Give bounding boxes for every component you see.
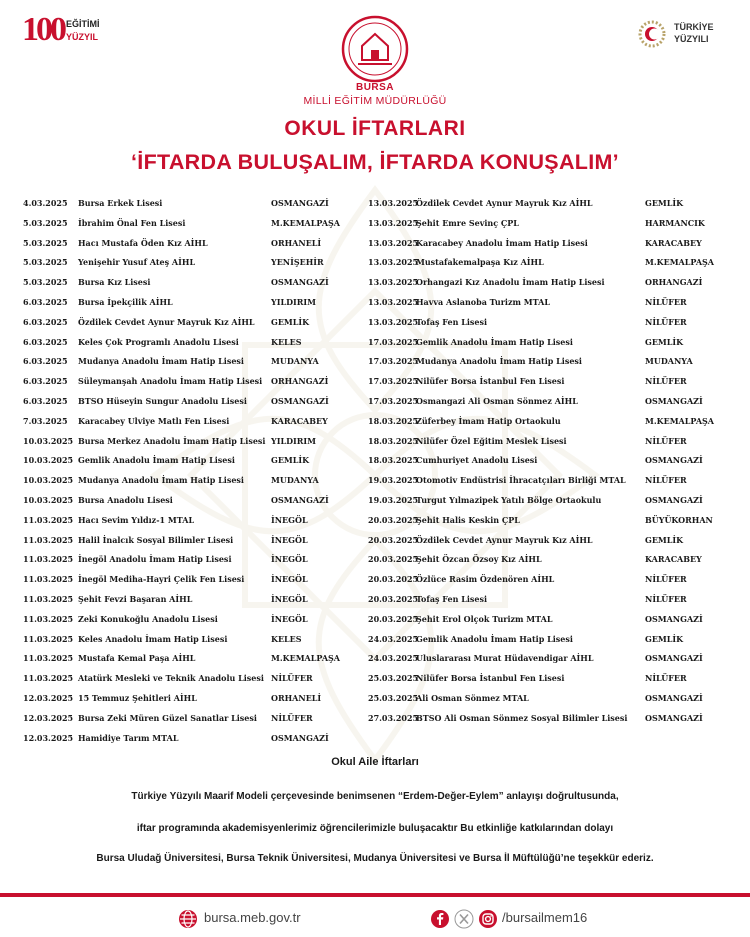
schedule-row <box>23 432 363 452</box>
instagram-icon[interactable] <box>478 909 498 929</box>
row-school: Keles Çok Programlı Anadolu Lisesi <box>78 336 239 347</box>
row-school: İnegöl Anadolu İmam Hatip Lisesi <box>78 554 232 565</box>
row-date: 17.03.2025 <box>368 336 419 347</box>
row-district: OSMANGAZİ <box>271 395 329 406</box>
row-school: Züferbey İmam Hatip Ortaokulu <box>416 415 561 426</box>
row-date: 19.03.2025 <box>368 475 419 486</box>
row-school: Tofaş Fen Lisesi <box>416 593 488 604</box>
row-school: Gemlik Anadolu İmam Hatip Lisesi <box>416 336 573 347</box>
row-school: İbrahim Önal Fen Lisesi <box>78 217 186 228</box>
row-district: GEMLİK <box>645 336 684 347</box>
row-date: 13.03.2025 <box>368 296 419 307</box>
globe-icon <box>178 909 198 929</box>
row-school: Hacı Sevim Yıldız-1 MTAL <box>78 514 195 525</box>
row-district: OSMANGAZİ <box>271 732 329 743</box>
row-school: Gemlik Anadolu İmam Hatip Lisesi <box>416 633 573 644</box>
row-district: GEMLİK <box>645 534 684 545</box>
row-school: Bursa Merkez Anadolu İmam Hatip Lisesi <box>78 435 266 446</box>
row-date: 11.03.2025 <box>23 514 74 525</box>
facebook-icon[interactable] <box>430 909 450 929</box>
page-subtitle: ‘İFTARDA BULUŞALIM, İFTARDA KONUŞALIM’ <box>131 150 619 174</box>
row-district: MUDANYA <box>645 356 693 367</box>
row-district: GEMLİK <box>645 633 684 644</box>
website-text: bursa.meb.gov.tr <box>204 910 301 925</box>
row-district: NİLÜFER <box>271 673 313 684</box>
row-date: 13.03.2025 <box>368 237 419 248</box>
schedule-row <box>368 412 738 432</box>
row-district: ORHANELİ <box>271 237 322 248</box>
schedule-row <box>23 511 363 531</box>
family-iftar-heading: Okul Aile İftarları <box>331 756 419 768</box>
city-name: BURSA <box>355 82 395 93</box>
row-school: Mudanya Anadolu İmam Hatip Lisesi <box>416 356 582 367</box>
logo-line-2: YÜZYILI <box>674 34 709 44</box>
schedule-row <box>23 392 363 412</box>
schedule-row <box>23 550 363 570</box>
row-school: Hamidiye Tarım MTAL <box>78 732 179 743</box>
schedule-row <box>23 709 363 729</box>
row-date: 27.03.2025 <box>368 712 419 723</box>
schedule-row <box>23 372 363 392</box>
row-district: GEMLİK <box>271 455 310 466</box>
schedule-row <box>23 689 363 709</box>
schedule-row <box>23 649 363 669</box>
website-link[interactable] <box>178 907 328 929</box>
row-district: YILDIRIM <box>271 435 317 446</box>
row-school: Süleymanşah Anadolu İmam Hatip Lisesi <box>78 376 263 387</box>
footer <box>0 893 750 937</box>
schedule-row <box>368 630 738 650</box>
row-district: OSMANGAZİ <box>645 613 703 624</box>
row-date: 20.03.2025 <box>368 534 419 545</box>
schedule-row <box>368 234 738 254</box>
schedule-row <box>23 352 363 372</box>
row-district: MUDANYA <box>271 356 319 367</box>
row-school: Havva Aslanoba Turizm MTAL <box>416 296 550 307</box>
row-district: M.KEMALPAŞA <box>645 257 715 268</box>
schedule-row <box>368 451 738 471</box>
schedule-row <box>23 471 363 491</box>
row-date: 12.03.2025 <box>23 692 74 703</box>
row-date: 10.03.2025 <box>23 435 74 446</box>
row-school: Cumhuriyet Anadolu Lisesi <box>416 455 538 466</box>
meb-emblem-icon <box>340 14 410 84</box>
row-district: İNEGÖL <box>271 534 308 545</box>
row-school: BTSO Hüseyin Sungur Anadolu Lisesi <box>78 395 247 406</box>
row-school: Mustafakemalpaşa Kız AİHL <box>416 257 544 268</box>
row-date: 20.03.2025 <box>368 514 419 525</box>
row-district: NİLÜFER <box>645 435 687 446</box>
row-date: 20.03.2025 <box>368 593 419 604</box>
social-links <box>430 907 630 929</box>
row-district: NİLÜFER <box>645 296 687 307</box>
schedule-row <box>368 392 738 412</box>
schedule-row <box>368 352 738 372</box>
schedule-row <box>368 511 738 531</box>
row-district: KARACABEY <box>645 237 702 248</box>
turkiye-yuzyili-logo <box>636 16 726 52</box>
logo-number: 100 <box>22 11 64 48</box>
row-date: 6.03.2025 <box>23 336 68 347</box>
row-district: HARMANCIK <box>645 217 705 228</box>
row-district: OSMANGAZİ <box>645 494 703 505</box>
row-date: 11.03.2025 <box>23 673 74 684</box>
row-district: NİLÜFER <box>645 475 687 486</box>
row-district: OSMANGAZİ <box>271 277 329 288</box>
row-school: Ali Osman Sönmez MTAL <box>416 692 529 703</box>
row-district: NİLÜFER <box>645 376 687 387</box>
row-school: Şehit Emre Sevinç ÇPL <box>416 217 519 228</box>
row-school: Şehit Erol Olçok Turizm MTAL <box>416 613 553 624</box>
schedule-row <box>23 234 363 254</box>
row-district: KELES <box>271 633 302 644</box>
schedule-row <box>368 590 738 610</box>
schedule-left-column <box>23 194 363 748</box>
schedule-row <box>23 293 363 313</box>
row-date: 4.03.2025 <box>23 198 68 208</box>
footer-divider <box>0 893 750 897</box>
row-school: Zeki Konukoğlu Anadolu Lisesi <box>78 613 218 624</box>
crescent-sun-icon <box>636 18 668 50</box>
schedule-row <box>23 273 363 293</box>
row-school: Özdilek Cevdet Aynur Mayruk Kız AİHL <box>416 198 593 208</box>
row-school: Mustafa Kemal Paşa AİHL <box>78 653 196 664</box>
schedule-row <box>368 333 738 353</box>
schedule-row <box>368 709 738 729</box>
social-handle[interactable]: /bursailmem16 <box>502 910 588 925</box>
row-district: ORHANGAZİ <box>271 376 329 387</box>
schedule-row <box>23 194 363 214</box>
logo-line-1: TÜRKİYE <box>674 22 714 32</box>
thanks-line-2: iftar programında akademisyenlerimiz öğrencilerimizle buluşacaktır Bu etkinliğe katkılarından dolayı <box>136 823 614 834</box>
schedule-row <box>368 372 738 392</box>
row-district: GEMLİK <box>645 198 684 208</box>
row-school: Şehit Özcan Özsoy Kız AİHL <box>416 554 542 565</box>
row-date: 6.03.2025 <box>23 356 68 367</box>
schedule-row <box>368 471 738 491</box>
schedule-row <box>23 570 363 590</box>
row-date: 10.03.2025 <box>23 494 74 505</box>
schedule-row <box>368 293 738 313</box>
row-district: OSMANGAZİ <box>645 653 703 664</box>
row-date: 20.03.2025 <box>368 554 419 565</box>
row-date: 13.03.2025 <box>368 217 419 228</box>
row-district: BÜYÜKORHAN <box>645 514 713 525</box>
row-date: 11.03.2025 <box>23 534 74 545</box>
schedule-row <box>368 313 738 333</box>
schedule-row <box>368 669 738 689</box>
row-date: 25.03.2025 <box>368 673 419 684</box>
row-date: 5.03.2025 <box>23 277 68 288</box>
row-district: İNEGÖL <box>271 514 308 525</box>
page-title: OKUL İFTARLARI <box>284 117 466 140</box>
schedule-row <box>23 590 363 610</box>
row-district: KELES <box>271 336 302 347</box>
row-date: 5.03.2025 <box>23 217 68 228</box>
row-school: Mudanya Anadolu İmam Hatip Lisesi <box>78 356 244 367</box>
row-school: Yenişehir Yusuf Ateş AİHL <box>78 257 196 268</box>
row-date: 5.03.2025 <box>23 257 68 268</box>
row-school: Tofaş Fen Lisesi <box>416 316 488 327</box>
row-school: Mudanya Anadolu İmam Hatip Lisesi <box>78 475 244 486</box>
row-school: Halil İnalcık Sosyal Bilimler Lisesi <box>78 534 234 545</box>
row-school: Orhangazi Kız Anadolu İmam Hatip Lisesi <box>416 277 605 288</box>
row-district: M.KEMALPAŞA <box>645 415 715 426</box>
row-date: 11.03.2025 <box>23 554 74 565</box>
schedule-row <box>23 531 363 551</box>
schedule-row <box>23 214 363 234</box>
row-district: YENİŞEHİR <box>271 257 324 268</box>
row-school: Bursa Kız Lisesi <box>78 277 151 288</box>
row-date: 18.03.2025 <box>368 455 419 466</box>
row-school: Bursa Anadolu Lisesi <box>78 494 173 505</box>
schedule-row <box>23 253 363 273</box>
row-date: 18.03.2025 <box>368 435 419 446</box>
row-date: 20.03.2025 <box>368 574 419 585</box>
row-date: 20.03.2025 <box>368 613 419 624</box>
schedule-row <box>23 610 363 630</box>
row-school: Hacı Mustafa Öden Kız AİHL <box>78 237 208 248</box>
row-date: 17.03.2025 <box>368 356 419 367</box>
row-date: 11.03.2025 <box>23 574 74 585</box>
row-date: 24.03.2025 <box>368 633 419 644</box>
row-district: NİLÜFER <box>645 673 687 684</box>
row-school: Otomotiv Endüstrisi İhracatçıları Birliği MTAL <box>416 475 626 486</box>
row-date: 11.03.2025 <box>23 613 74 624</box>
row-school: 15 Temmuz Şehitleri AİHL <box>78 692 197 703</box>
schedule-row <box>368 491 738 511</box>
row-district: NİLÜFER <box>271 712 313 723</box>
egitimi-yuzyil-logo <box>22 13 112 51</box>
row-district: M.KEMALPAŞA <box>271 217 341 228</box>
schedule-right-column <box>368 194 738 729</box>
row-district: NİLÜFER <box>645 316 687 327</box>
row-date: 6.03.2025 <box>23 395 68 406</box>
x-icon[interactable] <box>454 909 474 929</box>
row-school: Bursa Zeki Müren Güzel Sanatlar Lisesi <box>78 712 257 723</box>
row-date: 19.03.2025 <box>368 494 419 505</box>
schedule-row <box>368 432 738 452</box>
schedule-row <box>368 531 738 551</box>
schedule-row <box>368 273 738 293</box>
schedule-row <box>23 729 363 749</box>
schedule-row <box>23 491 363 511</box>
row-date: 13.03.2025 <box>368 316 419 327</box>
row-school: Keles Anadolu İmam Hatip Lisesi <box>78 633 228 644</box>
row-school: Gemlik Anadolu İmam Hatip Lisesi <box>78 455 235 466</box>
schedule-row <box>368 610 738 630</box>
row-date: 24.03.2025 <box>368 653 419 664</box>
schedule-row <box>23 333 363 353</box>
schedule-row <box>23 313 363 333</box>
row-date: 6.03.2025 <box>23 296 68 307</box>
schedule-row <box>368 649 738 669</box>
row-district: ORHANELİ <box>271 692 322 703</box>
row-school: BTSO Ali Osman Sönmez Sosyal Bilimler Lisesi <box>416 712 628 723</box>
row-district: İNEGÖL <box>271 613 308 624</box>
schedule-row <box>368 214 738 234</box>
row-district: OSMANGAZİ <box>645 395 703 406</box>
row-district: NİLÜFER <box>645 593 687 604</box>
row-date: 11.03.2025 <box>23 653 74 664</box>
row-school: Özdilek Cevdet Aynur Mayruk Kız AİHL <box>416 534 593 545</box>
row-school: Nilüfer Özel Eğitim Meslek Lisesi <box>416 435 567 446</box>
row-date: 6.03.2025 <box>23 376 68 387</box>
row-district: M.KEMALPAŞA <box>271 653 341 664</box>
row-date: 11.03.2025 <box>23 633 74 644</box>
row-district: İNEGÖL <box>271 593 308 604</box>
row-date: 5.03.2025 <box>23 237 68 248</box>
thanks-line-3: Bursa Uludağ Üniversitesi, Bursa Teknik Üniversitesi, Mudanya Üniversitesi ve Bursa İl Müftülüğü’ne teşekkür ederiz. <box>96 853 654 864</box>
logo-line-2: YÜZYIL <box>66 32 99 42</box>
row-date: 18.03.2025 <box>368 415 419 426</box>
row-date: 7.03.2025 <box>23 415 68 426</box>
row-date: 17.03.2025 <box>368 395 419 406</box>
row-district: MUDANYA <box>271 475 319 486</box>
row-school: Atatürk Mesleki ve Teknik Anadolu Lisesi <box>78 673 264 684</box>
schedule-row <box>23 669 363 689</box>
row-district: YILDIRIM <box>271 296 317 307</box>
row-district: OSMANGAZİ <box>645 455 703 466</box>
row-district: OSMANGAZİ <box>645 692 703 703</box>
row-school: Nilüfer Borsa İstanbul Fen Lisesi <box>416 376 565 387</box>
row-district: OSMANGAZİ <box>271 198 329 208</box>
row-school: Özlüce Rasim Özdenören AİHL <box>416 574 555 585</box>
logo-line-1: EĞİTİMİ <box>66 19 100 29</box>
row-school: Karacabey Ulviye Matlı Fen Lisesi <box>78 415 230 426</box>
schedule-row <box>23 412 363 432</box>
row-school: Şehit Fevzi Başaran AİHL <box>78 593 193 604</box>
row-date: 13.03.2025 <box>368 277 419 288</box>
schedule-row <box>368 253 738 273</box>
row-school: İnegöl Mediha-Hayri Çelik Fen Lisesi <box>78 574 245 585</box>
row-school: Osmangazi Ali Osman Sönmez AİHL <box>416 395 578 406</box>
row-date: 12.03.2025 <box>23 712 74 723</box>
row-district: GEMLİK <box>271 316 310 327</box>
row-school: Şehit Halis Keskin ÇPL <box>416 514 520 525</box>
row-school: Nilüfer Borsa İstanbul Fen Lisesi <box>416 673 565 684</box>
row-date: 12.03.2025 <box>23 732 74 743</box>
row-date: 11.03.2025 <box>23 593 74 604</box>
row-district: İNEGÖL <box>271 574 308 585</box>
schedule-row <box>368 689 738 709</box>
row-district: İNEGÖL <box>271 554 308 565</box>
schedule-row <box>368 550 738 570</box>
row-date: 10.03.2025 <box>23 455 74 466</box>
row-district: KARACABEY <box>271 415 328 426</box>
row-school: Bursa İpekçilik AİHL <box>78 296 173 307</box>
row-school: Karacabey Anadolu İmam Hatip Lisesi <box>416 237 588 248</box>
schedule-row <box>368 194 738 214</box>
row-district: NİLÜFER <box>645 574 687 585</box>
row-school: Turgut Yılmazipek Yatılı Bölge Ortaokulu <box>416 494 602 505</box>
row-date: 25.03.2025 <box>368 692 419 703</box>
row-date: 6.03.2025 <box>23 316 68 327</box>
row-school: Özdilek Cevdet Aynur Mayruk Kız AİHL <box>78 316 255 327</box>
department-name: MİLLİ EĞİTİM MÜDÜRLÜĞÜ <box>303 95 447 107</box>
schedule-row <box>23 451 363 471</box>
row-district: ORHANGAZİ <box>645 277 703 288</box>
row-district: KARACABEY <box>645 554 702 565</box>
row-school: Bursa Erkek Lisesi <box>78 198 163 208</box>
row-district: OSMANGAZİ <box>271 494 329 505</box>
schedule-row <box>23 630 363 650</box>
row-school: Uluslararası Murat Hüdavendigar AİHL <box>416 653 594 664</box>
row-date: 13.03.2025 <box>368 198 419 208</box>
schedule-row <box>368 570 738 590</box>
row-date: 17.03.2025 <box>368 376 419 387</box>
thanks-line-1: Türkiye Yüzyılı Maarif Modeli çerçevesinde benimsenen “Erdem-Değer-Eylem” anlayışı doğrultusunda, <box>131 791 619 802</box>
row-date: 10.03.2025 <box>23 475 74 486</box>
row-date: 13.03.2025 <box>368 257 419 268</box>
row-district: OSMANGAZİ <box>645 712 703 723</box>
